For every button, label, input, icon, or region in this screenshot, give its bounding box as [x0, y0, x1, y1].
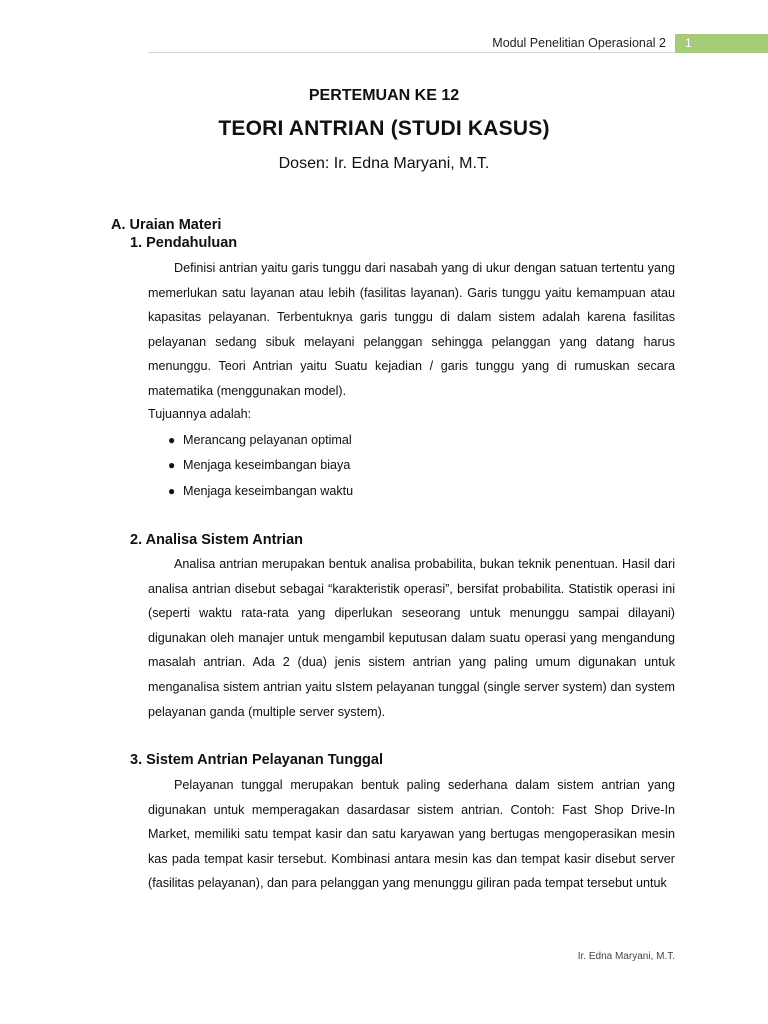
subsection-2-number: 2.	[130, 532, 143, 548]
subsection-2-heading	[130, 532, 303, 548]
subsection-1-heading	[130, 235, 237, 251]
list-item	[168, 429, 352, 454]
subsection-3-number: 3.	[130, 752, 143, 768]
page-number: 1	[685, 36, 692, 50]
subsection-3-paragraph: Pelayanan tunggal merupakan bentuk paling sederhana dalam sistem antrian yang digunakan untuk memperagakan dasardasar sistem antrian. Contoh: Fast Shop Drive-In Market, memiliki satu tempat kasir dan satu karyawan yang bertugas mengoperasikan mesin kas pada tempat kasir tersebut. Kombinasi antara mesin kas dan tempat kasir disebut server (fasilitas pelayanan), dan para pelanggan yang menunggu giliran pada tempat tersebut untuk	[148, 778, 675, 891]
list-item	[168, 454, 351, 479]
subsection-3-title: Sistem Antrian Pelayanan Tunggal	[146, 752, 384, 768]
subsection-1-number: 1.	[130, 235, 143, 251]
bullet-icon: ●	[168, 433, 176, 447]
bullet-icon: ●	[168, 483, 176, 498]
footer-author: Ir. Edna Maryani, M.T.	[577, 951, 675, 962]
bullet-icon: ●	[168, 458, 176, 473]
header-divider	[148, 52, 675, 53]
goals-intro: Tujuannya adalah:	[148, 407, 252, 421]
list-item	[168, 480, 354, 505]
subsection-1-title: Pendahuluan	[146, 235, 238, 251]
lecturer-line: Dosen: Ir. Edna Maryani, M.T.	[278, 155, 490, 172]
running-header-title: Modul Penelitian Operasional 2	[492, 36, 666, 50]
subsection-2-paragraph: Analisa antrian merupakan bentuk analisa probabilita, bukan teknik penentuan. Hasil dari analisa antrian disebut sebagai “karakteristik operasi”, bersifat probabilita. Statistik operasi ini (seperti waktu rata-rata yang diperlukan seseorang untuk menunggu sampai dilayani) digunakan oleh manajer untuk mengambil keputusan dalam suatu operasi yang mengandung masalah antrian. Ada 2 (dua) jenis sistem antrian yang paling umum digunakan untuk menganalisa sistem antrian yaitu sIstem pelayanan tunggal (single server system) dan system pelayanan ganda (multiple server system).	[148, 557, 675, 719]
section-a-title: Uraian Materi	[129, 217, 222, 233]
goal-text: Menjaga keseimbangan biaya	[183, 458, 351, 473]
section-a-heading	[111, 217, 221, 233]
meeting-label: PERTEMUAN KE 12	[308, 87, 460, 104]
subsection-2-title: Analisa Sistem Antrian	[145, 532, 303, 548]
section-a-label: A.	[111, 217, 126, 233]
goal-text: Menjaga keseimbangan waktu	[183, 483, 354, 498]
subsection-1-paragraph: Definisi antrian yaitu garis tunggu dari nasabah yang di ukur dengan satuan tertentu yang memerlukan satu layanan atau lebih (fasilitas layanan). Garis tunggu yaitu kemampuan atau kapasitas pelayanan. Terbentuknya garis tunggu di dalam sistem adalah karena fasilitas pelayanan sedang sibuk melayani pelanggan sehingga pelanggan yang datang harus menunggu. Teori Antrian yaitu Suatu kejadian / garis tunggu yang di rumuskan secara matematika (menggunakan model).	[148, 261, 675, 398]
goal-text: Merancang pelayanan optimal	[183, 433, 352, 447]
subsection-3-heading	[130, 752, 383, 768]
page-number-badge	[675, 34, 768, 53]
goals-list	[168, 429, 354, 505]
document-title: TEORI ANTRIAN (STUDI KASUS)	[218, 117, 550, 140]
